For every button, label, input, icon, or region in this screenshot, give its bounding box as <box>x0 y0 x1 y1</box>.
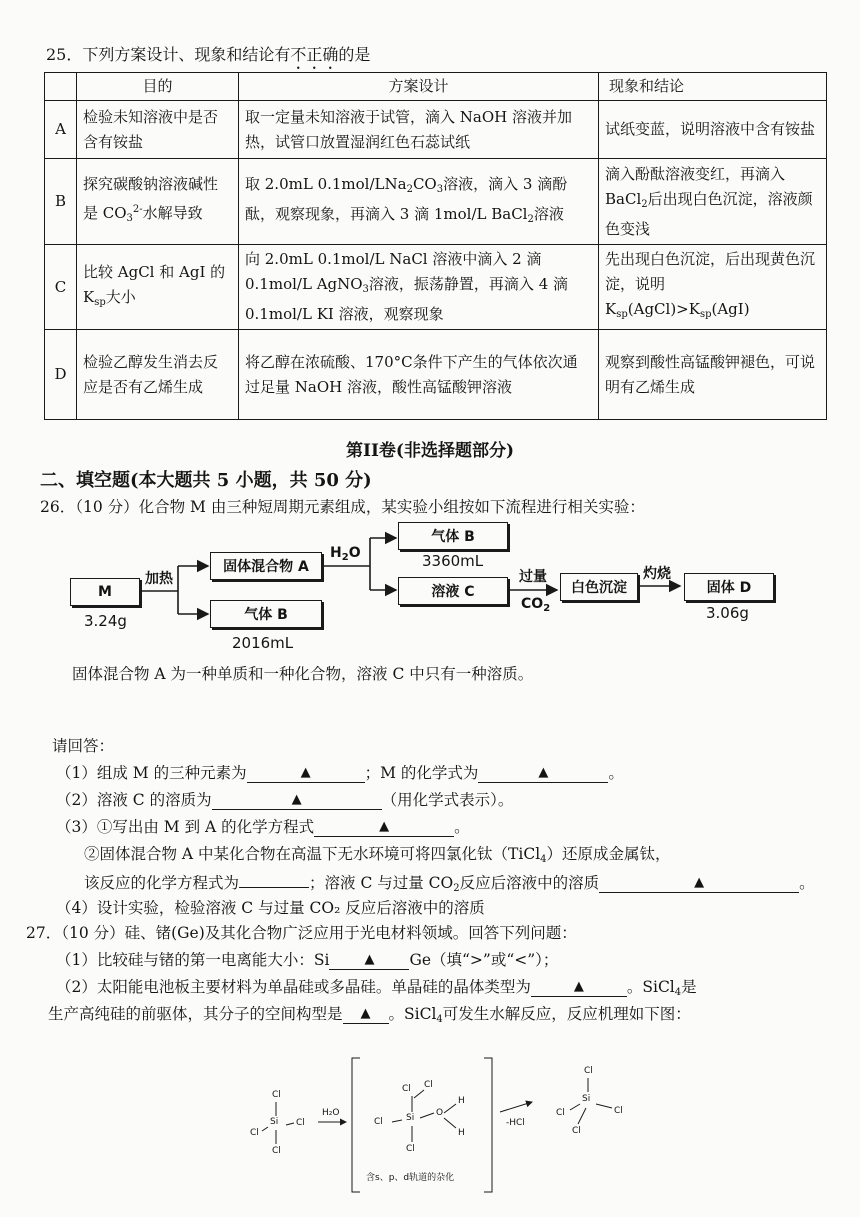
purpose-cell: 检验未知溶液中是否含有铵盐 <box>77 101 239 159</box>
q25-emphasis: 不正确 <box>290 45 339 64</box>
mech-water-label: H₂O <box>322 1108 340 1118</box>
gas-b-top-volume: 3360mL <box>422 552 484 570</box>
solid-d-mass: 3.06g <box>706 604 749 622</box>
answer-blank[interactable]: ▲ <box>599 874 799 893</box>
heat-label: 加热 <box>145 571 173 587</box>
burn-label: 灼烧 <box>643 566 671 582</box>
mech-cl-int-topright: Cl <box>424 1080 433 1090</box>
mech-h-int-bottom: H <box>458 1128 465 1138</box>
outcome-cell: 滴入酚酞溶液变红，再滴入 BaCl$_2$后出现白色沉淀，溶液颜色变浅 <box>599 159 827 245</box>
box-solid-d: 固体 D <box>684 573 774 601</box>
mech-o-int: O <box>436 1108 444 1118</box>
m-mass: 3.24g <box>84 612 127 630</box>
mech-cl-prod-right: Cl <box>614 1106 623 1116</box>
q26-note: 固体混合物 A 为一种单质和一种化合物，溶液 C 中只有一种溶质。 <box>72 665 534 683</box>
answer-blank[interactable]: ▲ <box>343 1005 389 1024</box>
co2-label: $CO_2$ <box>521 596 551 614</box>
box-compound-m: M <box>70 578 140 606</box>
mech-minus-hcl: -HCl <box>506 1118 525 1128</box>
mech-cl-right-left: Cl <box>296 1118 305 1128</box>
q25-stem: 25．下列方案设计、现象和结论有不正确的是 <box>46 45 371 64</box>
outcome-cell: 先出现白色沉淀，后出现黄色沉淀，说明 $K_{sp}(AgCl)>K_{sp}(AgI)$ <box>599 245 827 330</box>
mech-cl-bottom-left: Cl <box>272 1146 281 1156</box>
design-cell: 将乙醇在浓硫酸、170°C条件下产生的气体依次通过足量 NaOH 溶液，酸性高锰酸钾溶液 <box>239 330 599 420</box>
header-outcome: 现象和结论 <box>599 73 827 101</box>
volume-title: 第II卷(非选择题部分) <box>346 441 514 461</box>
purpose-cell: 检验乙醇发生消去反应是否有乙烯生成 <box>77 330 239 420</box>
answer-blank[interactable]: ▲ <box>314 818 454 837</box>
mech-cl-int-top: Cl <box>402 1084 411 1094</box>
purpose-cell: 探究碳酸钠溶液碱性是 $CO_3^{2-}$水解导致 <box>77 159 239 245</box>
box-solid-a: 固体混合物 A <box>210 552 322 580</box>
section-title: 二、填空题(本大题共 5 小题，共 50 分) <box>40 470 372 491</box>
option-label: A <box>45 101 77 159</box>
mech-si-prod: Si <box>582 1094 591 1104</box>
q27-part2a: （2）太阳能电池板主要材料为单晶硅或多晶硅。单晶硅的晶体类型为 ▲ 。SiCl$_4$是 <box>56 978 697 998</box>
header-purpose: 目的 <box>77 73 239 101</box>
answer-blank[interactable]: ▲ <box>478 764 608 783</box>
option-label: C <box>45 245 77 330</box>
outcome-cell: 试纸变蓝，说明溶液中含有铵盐 <box>599 101 827 159</box>
design-cell: 取一定量未知溶液于试管，滴入 NaOH 溶液并加热，试管口放置湿润红色石蕊试纸 <box>239 101 599 159</box>
answer-blank[interactable]: ▲ <box>531 978 627 997</box>
gas-b-bottom-volume: 2016mL <box>232 634 294 652</box>
water-label: $H_2O$ <box>330 545 361 563</box>
box-solution-c: 溶液 C <box>398 577 508 605</box>
mech-cl-int-bottom: Cl <box>406 1144 415 1154</box>
excess-label: 过量 <box>519 569 547 585</box>
purpose-cell: 比较 AgCl 和 AgI 的 $K_{sp}$大小 <box>77 245 239 330</box>
mech-cl-top-left: Cl <box>272 1090 281 1100</box>
answer-blank[interactable]: ▲ <box>329 951 409 970</box>
design-cell: 取 2.0mL $0.1mol/LNa_2CO_3$溶液，滴入 3 滴酚酞，观察现象，再滴入 3 滴 1mol/L BaCl$_2$溶液 <box>239 159 599 245</box>
q26-part3a: （3）①写出由 M 到 A 的化学方程式 ▲ 。 <box>56 818 470 836</box>
box-gas-b-top: 气体 B <box>398 522 508 550</box>
mech-caption: 含s、p、d轨道的杂化 <box>366 1173 455 1183</box>
header-design: 方案设计 <box>239 73 599 101</box>
answer-blank[interactable]: ▲ <box>247 764 365 783</box>
design-cell: 向 2.0mL 0.1mol/L NaCl 溶液中滴入 2 滴 0.1mol/L AgNO$_3$溶液，振荡静置，再滴入 4 滴 0.1mol/L KI 溶液，观察现象 <box>239 245 599 330</box>
mech-cl-int-left: Cl <box>374 1117 383 1127</box>
mech-h-int-top: H <box>458 1096 465 1106</box>
mech-si-int: Si <box>406 1113 415 1123</box>
q27-part2b: 生产高纯硅的前驱体，其分子的空间构型是 ▲ 。SiCl$_4$可发生水解反应，反应机理如下图： <box>48 1005 691 1025</box>
q26-part4: （4）设计实验，检验溶液 C 与过量 CO₂ 反应后溶液中的溶质 <box>56 899 485 917</box>
q26-part2: （2）溶液 C 的溶质为 ▲ （用化学式表示）。 <box>56 791 514 809</box>
mech-cl-prod-left: Cl <box>556 1108 565 1118</box>
outcome-cell: 观察到酸性高锰酸钾褪色，可说明有乙烯生成 <box>599 330 827 420</box>
q26-stem: 26．（10 分）化合物 M 由三种短周期元素组成，某实验小组按如下流程进行相关实验： <box>40 498 645 516</box>
q26-part1: （1）组成 M 的三种元素为 ▲ ；M 的化学式为 ▲ 。 <box>56 764 624 782</box>
box-white-precipitate: 白色沉淀 <box>560 573 638 601</box>
mech-si-left: Si <box>270 1117 279 1127</box>
q26-ask: 请回答： <box>52 737 115 755</box>
mech-cl-left-left: Cl <box>250 1128 259 1138</box>
q26-part3c: 该反应的化学方程式为 ；溶液 C 与过量 $CO_2$反应后溶液中的溶质 ▲ 。 <box>84 869 815 894</box>
q27-part1: （1）比较硅与锗的第一电离能大小：Si ▲ Ge（填“>”或“<”）； <box>56 951 559 969</box>
option-label: B <box>45 159 77 245</box>
box-gas-b-bottom: 气体 B <box>210 600 322 628</box>
mech-cl-prod-top: Cl <box>584 1066 593 1076</box>
mech-cl-prod-bottom: Cl <box>572 1126 581 1136</box>
answer-blank[interactable]: ▲ <box>212 791 382 810</box>
option-label: D <box>45 330 77 420</box>
q27-stem: 27．（10 分）硅、锗(Ge)及其化合物广泛应用于光电材料领域。回答下列问题： <box>26 924 577 942</box>
q26-part3b: ②固体混合物 A 中某化合物在高温下无水环境可将四氯化钛（TiCl$_4$）还原成金属钛， <box>84 845 671 865</box>
